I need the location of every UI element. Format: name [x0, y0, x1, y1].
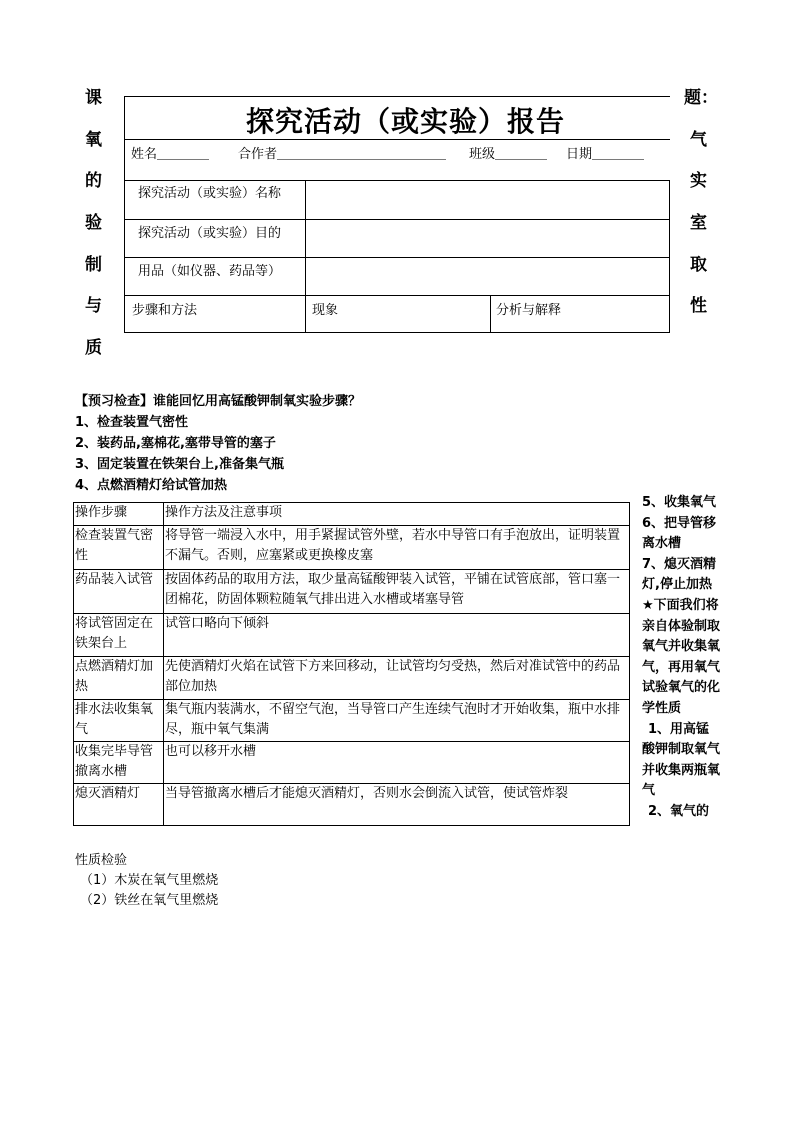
- side-right-char: 气: [690, 130, 707, 150]
- side-right-char: 室: [690, 213, 707, 233]
- step-cell: 点燃酒精灯加热: [74, 657, 164, 700]
- column-label-steps: 步骤和方法: [132, 303, 198, 318]
- properties-heading: 性质检验: [75, 853, 128, 868]
- method-cell: 将导管一端浸入水中，用手紧握试管外壁，若水中导管口有手泡放出，证明装置不漏气。否则，应塞紧或更换橡皮塞: [164, 526, 630, 570]
- side-note: 1、用高锰酸钾制取氧气并收集两瓶氧气: [642, 721, 721, 799]
- properties-item: （2）铁丝在氧气里燃烧: [80, 893, 219, 908]
- form-column-divider: [305, 180, 306, 332]
- side-right-char: 实: [690, 171, 707, 191]
- method-cell: 集气瓶内装满水，不留空气泡，当导管口产生连续气泡时才开始收集，瓶中水排尽，瓶中氧气集满: [164, 700, 630, 742]
- form-divider: [124, 257, 670, 258]
- method-cell: 按固体药品的取用方法，取少量高锰酸钾装入试管，平铺在试管底部，管口塞一团棉花，防固体颗粒随氧气排出进入水槽或堵塞导管: [164, 570, 630, 614]
- preview-step: 4、点燃酒精灯给试管加热: [75, 478, 228, 493]
- table-row: [74, 657, 630, 700]
- report-title: 探究活动（或实验）报告: [246, 105, 566, 138]
- class-field: 班级＿＿＿＿: [469, 147, 548, 162]
- table-row: [74, 526, 630, 570]
- side-left-char: 的: [85, 171, 102, 191]
- partner-field: 合作者＿＿＿＿＿＿＿＿＿＿＿＿＿: [238, 147, 447, 162]
- form-border-bottom: [124, 332, 670, 333]
- step-cell: 熄灭酒精灯: [74, 784, 164, 826]
- preview-step: 3、固定装置在铁架台上,准备集气瓶: [75, 457, 284, 472]
- step-cell: 检查装置气密性: [74, 526, 164, 570]
- side-left-char: 制: [85, 255, 102, 275]
- side-note: 5、收集氧气: [642, 495, 717, 510]
- step-cell: 排水法收集氧气: [74, 700, 164, 742]
- table-row: [74, 614, 630, 657]
- form-divider: [124, 219, 670, 220]
- row-label-supplies: 用品（如仪器、药品等）: [138, 264, 282, 279]
- table-row: [74, 570, 630, 614]
- step-cell: 将试管固定在铁架台上: [74, 614, 164, 657]
- form-border-left: [124, 96, 125, 332]
- method-cell: 也可以移开水槽: [164, 742, 630, 784]
- form-border-top: [124, 96, 670, 97]
- date-field: 日期＿＿＿＿: [566, 147, 645, 162]
- row-label-purpose: 探究活动（或实验）目的: [138, 226, 282, 241]
- side-right-char: 性: [690, 296, 707, 316]
- form-border-right: [669, 180, 670, 332]
- preview-heading: 【预习检查】谁能回忆用高锰酸钾制氧实验步骤？: [75, 394, 362, 409]
- method-cell: 先使酒精灯火焰在试管下方来回移动，让试管均匀受热，然后对准试管中的药品部位加热: [164, 657, 630, 700]
- name-field: 姓名＿＿＿＿: [131, 147, 210, 162]
- side-left-char: 与: [85, 296, 102, 316]
- table-row: [74, 784, 630, 826]
- preview-step: 2、装药品,塞棉花,塞带导管的塞子: [75, 436, 276, 451]
- side-right-char: 取: [690, 255, 707, 275]
- column-label-phenomenon: 现象: [312, 303, 339, 318]
- side-note: 2、氧气的: [648, 803, 710, 819]
- table-header-row: [74, 503, 630, 526]
- step-cell: 收集完毕导管撤离水槽: [74, 742, 164, 784]
- properties-item: （1）木炭在氧气里燃烧: [80, 873, 219, 888]
- side-left-char: 课: [85, 88, 102, 108]
- side-left-char: 验: [85, 213, 102, 233]
- side-note: 7、熄灭酒精灯,停止加热: [642, 556, 717, 593]
- operation-table: [73, 502, 630, 826]
- column-label-analysis: 分析与解释: [496, 303, 562, 318]
- method-cell: 当导管撤离水槽后才能熄灭酒精灯，否则水会倒流入试管，使试管炸裂: [164, 784, 630, 826]
- header-step: 操作步骤: [74, 503, 164, 526]
- step-cell: 药品装入试管: [74, 570, 164, 614]
- side-notes: [642, 493, 722, 823]
- preview-step: 1、检查装置气密性: [75, 415, 189, 430]
- header-method: 操作方法及注意事项: [164, 503, 630, 526]
- side-left-char: 氧: [85, 130, 102, 150]
- form-divider: [124, 295, 670, 296]
- form-divider: [124, 180, 670, 181]
- side-note: 6、把导管移离水槽: [642, 515, 717, 552]
- table-row: [74, 700, 630, 742]
- side-left-char: 质: [85, 338, 102, 358]
- row-label-name: 探究活动（或实验）名称: [138, 186, 282, 201]
- form-column-divider: [490, 295, 491, 332]
- table-row: [74, 742, 630, 784]
- side-right-char: 题：: [684, 88, 718, 108]
- method-cell: 试管口略向下倾斜: [164, 614, 630, 657]
- side-note: ★下面我们将亲自体验制取氧气并收集氧气，再用氧气试验氧气的化学性质: [642, 597, 721, 716]
